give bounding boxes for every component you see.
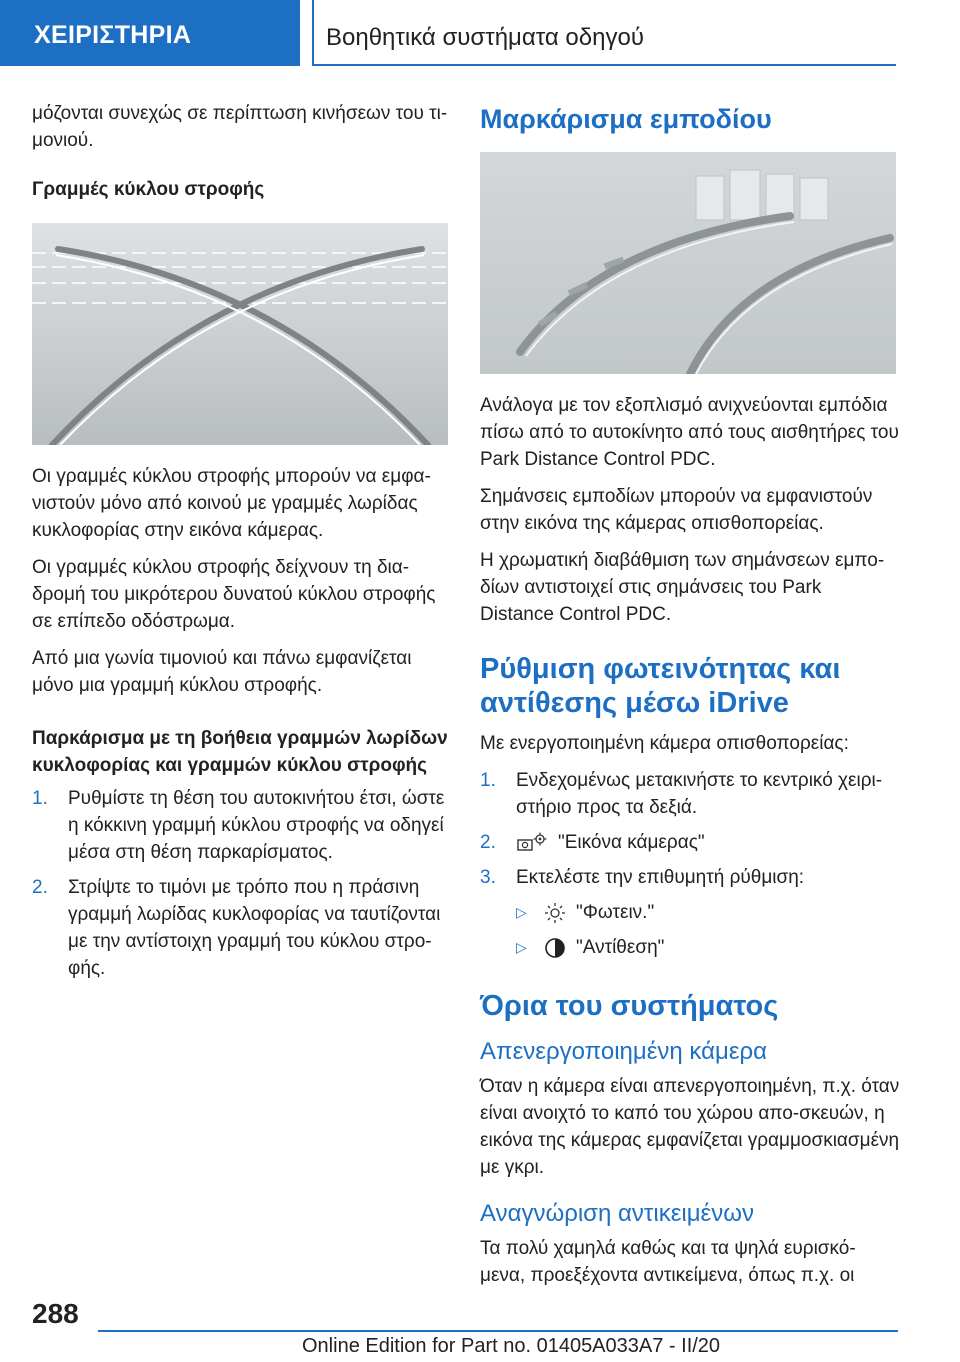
turning-lines-illustration [32, 223, 448, 445]
footer-edition: Online Edition for Part no. 01405A033A7 - II/20 [302, 1335, 721, 1357]
page-header [0, 0, 960, 66]
intro-paragraph: μόζονται συνεχώς σε περίπτωση κινήσεων του τι-μονιού. [32, 103, 448, 151]
object-detection-para: Τα πολύ χαμηλά καθώς και τα ψηλά ευρισκό-μενα, προεξέχοντα αντικείμενα, όπως π.χ. οι [480, 1238, 856, 1286]
step-text: Εκτελέστε την επιθυμητή ρύθμιση: [516, 867, 805, 888]
brightness-intro: Με ενεργοποιημένη κάμερα οπισθοπορείας: [480, 733, 849, 754]
footer-line [98, 1330, 898, 1332]
sub-list-item [480, 899, 900, 926]
obstacle-heading: Μαρκάρισμα εμποδίου [480, 104, 772, 134]
turning-para-2: Οι γραμμές κύκλου στροφής δείχνουν τη δια-δρομή του μικρότερου δυνατού κύκλου στροφής σε επίπεδο οδόστρωμα. [32, 557, 436, 632]
sub-item-text: "Αντίθεση" [576, 937, 665, 958]
deactivated-camera-heading: Απενεργοποιημένη κάμερα [480, 1038, 768, 1065]
header-separator [312, 0, 314, 66]
obstacle-para-2: Σημάνσεις εμποδίων μπορούν να εμφανιστούν στην εικόνα της κάμερας οπισθοπορείας. [480, 486, 873, 534]
triangle-bullet-icon: ▷ [516, 904, 527, 920]
step-number: 1. [480, 770, 496, 791]
list-item [480, 864, 900, 891]
step-text: Ενδεχομένως μετακινήστε το κεντρικό χειρι-στήριο προς τα δεξιά. [516, 770, 883, 818]
step-number: 2. [32, 877, 48, 898]
sub-list-item [480, 934, 900, 961]
brightness-heading: Ρύθμιση φωτεινότητας και αντίθεσης μέσω iDrive [480, 653, 841, 719]
list-item [480, 829, 900, 856]
right-column [480, 100, 900, 1299]
step-number: 2. [480, 832, 496, 853]
turning-para-3: Από μια γωνία τιμονιού και πάνω εμφανίζεται μόνο μια γραμμή κύκλου στροφής. [32, 648, 412, 696]
turning-lines-figure [32, 223, 448, 445]
list-item [480, 767, 900, 821]
step-number: 3. [480, 867, 496, 888]
step-number: 1. [32, 788, 48, 809]
parking-heading: Παρκάρισμα με τη βοήθεια γραμμών λωρίδων κυκλοφορίας και γραμμών κύκλου στροφής [32, 728, 448, 776]
turning-circle-heading: Γραμμές κύκλου στροφής [32, 179, 265, 200]
turning-para-1: Οι γραμμές κύκλου στροφής μπορούν να εμφα-νιστούν μόνο από κοινού με γραμμές λωρίδας κυκλοφορίας στην εικόνα κάμερας. [32, 466, 431, 541]
parking-steps-list [32, 785, 452, 982]
section-tab-label: ΧΕΙΡΙΣΤΗΡΙΑ [34, 21, 192, 49]
left-column [32, 100, 452, 990]
system-limits-heading: Όρια του συστήματος [480, 990, 779, 1022]
obstacle-para-3: Η χρωματική διαβάθμιση των σημάνσεων εμπο-δίων αντιστοιχεί στις σημάνσεις του Park Distance Control PDC. [480, 550, 885, 625]
section-tab [0, 0, 300, 66]
contrast-icon [542, 936, 568, 960]
header-underline [312, 64, 896, 66]
obstacle-para-1: Ανάλογα με τον εξοπλισμό ανιχνεύονται εμπόδια πίσω από το αυτοκίνητο από τους αισθητήρες του Park Distance Control PDC. [480, 395, 899, 470]
page-number: 288 [32, 1298, 79, 1329]
brightness-steps-list [480, 767, 900, 891]
camera-settings-icon [516, 832, 550, 854]
step-text: Στρίψτε το τιμόνι με τρόπο που η πράσινη γραμμή λωρίδας κυκλοφορίας να ταυτίζονται με την αντίστοιχη γραμμή του κύκλου στρο-φής. [68, 877, 441, 979]
brightness-icon [542, 901, 568, 925]
object-detection-heading: Αναγνώριση αντικειμένων [480, 1200, 754, 1227]
obstacle-marking-illustration [480, 152, 896, 374]
obstacle-marking-figure [480, 152, 896, 374]
chapter-title: Βοηθητικά συστήματα οδηγού [326, 24, 644, 51]
sub-item-text: "Φωτειν." [576, 902, 655, 923]
list-item [32, 874, 452, 982]
triangle-bullet-icon: ▷ [516, 939, 527, 955]
step-text: Ρυθμίστε τη θέση του αυτοκινήτου έτσι, ώστε η κόκκινη γραμμή κύκλου στροφής να οδηγεί μέσα στη θέση παρκαρίσματος. [68, 788, 445, 863]
step-text: "Εικόνα κάμερας" [558, 832, 705, 853]
deactivated-camera-para: Όταν η κάμερα είναι απενεργοποιημένη, π.χ. όταν είναι ανοιχτό το καπό του χώρου απο-σκευών, η εικόνα της κάμερας εμφανίζεται γραμμοσκιασμένη με γκρι. [480, 1076, 900, 1178]
list-item [32, 785, 452, 866]
